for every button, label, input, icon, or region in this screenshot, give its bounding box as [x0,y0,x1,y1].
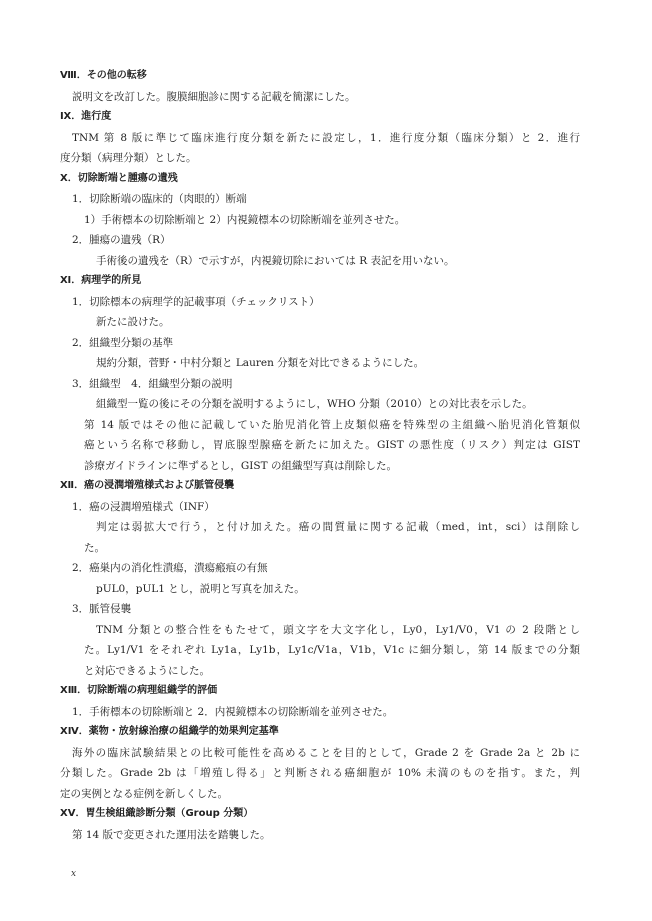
subsection-title: 1．切除断端の臨床的（肉眼的）断端 [72,193,247,205]
paragraph-line: 癌という名称で移動し，胃底腺型腺癌を新たに加えた。GIST の悪性度（リスク）判定は GIST [84,439,580,451]
section-heading: ⅩⅣ．薬物・放射線治療の組織学的効果判定基準 [60,726,279,737]
paragraph-line: 海外の臨床試験結果との比較可能性を高めることを目的として，Grade 2 を Grade 2a と 2b に [72,746,580,759]
paragraph-line: と対応できるようにした。 [84,664,210,677]
paragraph-line: 度分類（病理分類）とした。 [60,152,197,164]
paragraph-line: TNM 分類との整合性をもたせて，頭文字を大文字化し，Ly0，Ly1/V0，V1 の 2 段階とし [96,623,580,636]
paragraph-line: た。Ly1/V1 をそれぞれ Ly1a，Ly1b，Ly1c/V1a，V1b，V1c に細分類し，第 14 版までの分類 [84,644,580,656]
section-heading: ⅩⅤ．胃生検組織診断分類（Group 分類） [60,808,254,819]
paragraph-line: た。 [84,541,105,554]
paragraph-line: 組織型一覧の後にその分類を説明するようにし，WHO 分類（2010）との対比表を示した。 [96,398,533,410]
subsection-title: 2．組織型分類の基準 [72,336,174,349]
paragraph-line: 診療ガイドラインに準ずるとし，GIST の組織型写真は削除した。 [84,459,397,472]
section-heading: ⅩⅢ．切除断端の病理組織学的評価 [60,685,218,696]
page-content [60,66,580,845]
page-number: x [71,869,77,879]
section-heading: Ⅺ．病理学的所見 [60,275,142,286]
paragraph-line: 1）手術標本の切除断端と 2）内視鏡標本の切除断端を並列させた。 [84,213,406,226]
paragraph-line: 判定は弱拡大で行う，と付け加えた。癌の間質量に関する記載（med，int，sci）は削除し [96,521,580,533]
paragraph-line: 第 14 版で変更された運用法を踏襲した。 [72,828,271,841]
subsection-title: 1．切除標本の病理学的記載事項（チェックリスト） [72,295,320,308]
paragraph-line: 新たに設けた。 [96,316,170,328]
paragraph-line: 第 14 版ではその他に記載していた胎児消化管上皮類似癌を特殊型の主組織へ胎児消化管類似 [84,418,580,431]
paragraph-line: 定の実例となる症例を新しくした。 [60,787,228,800]
section-heading: Ⅷ．その他の転移 [60,70,147,81]
paragraph-line: pUL0，pUL1 とし，説明と写真を加えた。 [96,582,305,595]
paragraph-line: 1．手術標本の切除断端と 2．内視鏡標本の切除断端を並列させた。 [72,705,394,718]
subsection-title: 2．癌巣内の消化性潰瘍，潰瘍瘢痕の有無 [72,562,268,574]
subsection-title: 3．組織型 4．組織型分類の説明 [72,377,233,390]
paragraph-line: TNM 第 8 版に準じて臨床進行度分類を新たに設定し，1．進行度分類（臨床分類）と 2．進行 [72,131,580,144]
subsection-title: 2．腫瘍の遺残（R） [72,234,171,246]
section-heading: Ⅻ．癌の浸潤増殖様式および脈管侵襲 [60,480,235,491]
subsection-title: 3．脈管侵襲 [72,603,132,615]
section-heading: Ⅸ．進行度 [60,111,112,122]
paragraph-line: 分類した。Grade 2b は「増殖し得る」と判断される癌細胞が 10% 未満のものを指す。また，判 [60,767,580,779]
subsection-title: 1．癌の浸潤増殖様式（INF） [72,500,215,513]
paragraph-line: 手術後の遺残を（R）で示すが，内視鏡切除においては R 表記を用いない。 [96,254,455,267]
paragraph-line: 規約分類，菅野・中村分類と Lauren 分類を対比できるようにした。 [96,357,425,369]
paragraph-line: 説明文を改訂した。腹膜細胞診に関する記載を簡潔にした。 [72,90,356,103]
section-heading: Ⅹ．切除断端と腫瘍の遺残 [60,172,178,184]
